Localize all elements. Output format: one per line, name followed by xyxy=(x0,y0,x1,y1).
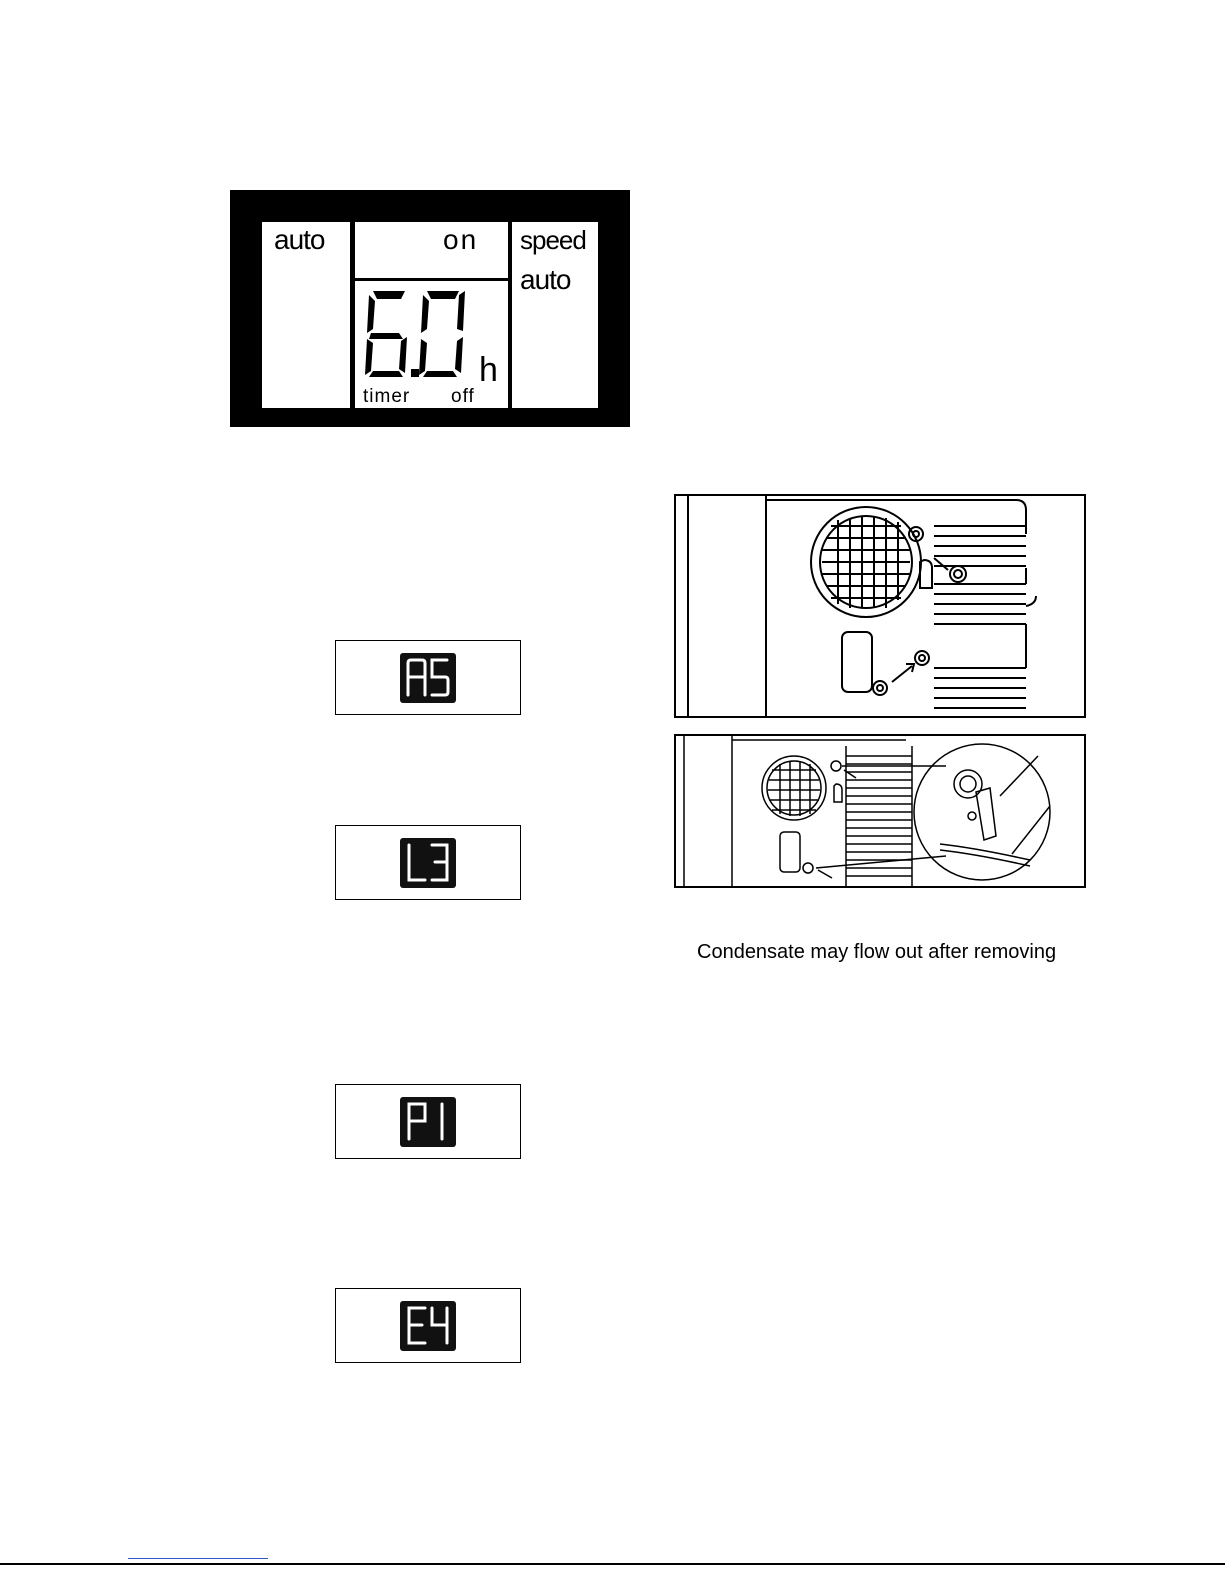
error-code-chip xyxy=(400,1301,456,1351)
lcd-off-label: off xyxy=(451,386,475,407)
code-p1-segments xyxy=(400,1097,456,1147)
footer-divider xyxy=(0,1563,1225,1565)
footer-link-underline xyxy=(128,1558,268,1559)
error-code-chip xyxy=(400,653,456,703)
drain-plug-illustration xyxy=(676,496,1084,716)
unit-rear-hose-drawing xyxy=(674,734,1086,888)
code-l3-segments xyxy=(400,838,456,888)
lcd-timer-label: timer xyxy=(363,386,411,407)
error-code-display xyxy=(335,1084,521,1159)
drain-hose-illustration xyxy=(676,736,1084,886)
error-code-display xyxy=(335,1288,521,1363)
lcd-on-label: on xyxy=(443,224,479,255)
lcd-display-panel xyxy=(230,190,630,427)
unit-rear-drain-drawing xyxy=(674,494,1086,718)
code-e4-segments xyxy=(400,1301,456,1351)
lcd-speed-value: auto xyxy=(520,264,571,295)
error-code-display xyxy=(335,825,521,900)
lcd-mode-label: auto xyxy=(274,224,325,255)
lcd-hour-unit: h xyxy=(479,351,497,389)
lcd-mode-cell xyxy=(262,222,350,408)
code-a5-segments xyxy=(400,653,456,703)
error-code-chip xyxy=(400,838,456,888)
lcd-seven-segment-digits xyxy=(361,287,473,385)
lcd-speed-label: speed xyxy=(520,225,586,255)
lcd-speed-cell xyxy=(512,222,598,408)
condensate-caption: Condensate may flow out after removing xyxy=(697,941,1057,963)
lcd-timer-cell xyxy=(355,281,508,408)
error-code-chip xyxy=(400,1097,456,1147)
error-code-display xyxy=(335,640,521,715)
lcd-status-cell xyxy=(355,222,508,278)
